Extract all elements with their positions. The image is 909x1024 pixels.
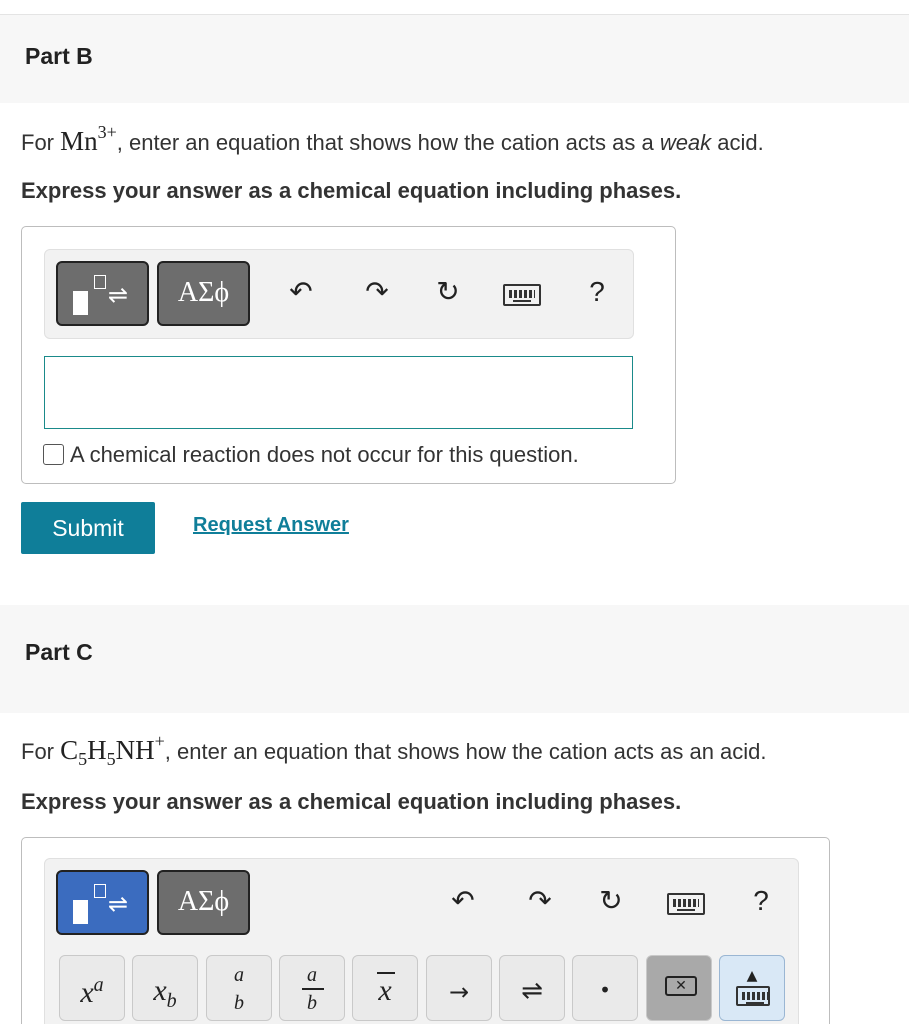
- dot-icon: •: [599, 978, 611, 1002]
- templates-button[interactable]: [56, 870, 149, 935]
- reset-icon[interactable]: ↻: [599, 884, 623, 917]
- equilibrium-glyph: ⇌: [108, 890, 129, 918]
- formula-charge: +: [154, 731, 165, 751]
- undo-icon[interactable]: ↶: [451, 884, 475, 917]
- math-templates-row: [59, 955, 799, 1024]
- keyboard-icon: [736, 986, 770, 1006]
- formula-subscript: 5: [106, 749, 116, 769]
- superscript-exponent: a: [93, 974, 104, 996]
- chevron-up-icon: ▲: [746, 968, 758, 984]
- superscript-glyph: [60, 974, 124, 1010]
- cation-formula: [60, 731, 165, 769]
- answer-input[interactable]: [44, 356, 633, 429]
- redo-icon[interactable]: ↷: [528, 884, 552, 917]
- prompt-emphasis: weak: [659, 130, 712, 155]
- subscript-index: b: [166, 990, 177, 1012]
- greek-symbols-button[interactable]: ΑΣϕ: [157, 261, 250, 326]
- arrow-icon: →: [448, 978, 470, 1006]
- greek-symbols-button[interactable]: ΑΣϕ: [157, 870, 250, 935]
- overbar-button[interactable]: [352, 955, 418, 1021]
- equilibrium-icon: ⇌: [521, 976, 543, 1006]
- fraction-numerator: a: [234, 964, 244, 986]
- keyboard-icon[interactable]: [503, 284, 541, 306]
- part-b-title: Part B: [25, 43, 93, 69]
- reset-icon[interactable]: ↻: [436, 275, 460, 308]
- keyboard-icon[interactable]: [667, 893, 705, 915]
- equation-toolbar: [44, 858, 799, 1024]
- templates-button[interactable]: [56, 261, 149, 326]
- equilibrium-arrow-button[interactable]: [499, 955, 565, 1021]
- part-b-answer-box: [21, 226, 676, 484]
- no-reaction-option[interactable]: [43, 442, 579, 468]
- help-icon[interactable]: ?: [589, 276, 605, 307]
- redo-icon[interactable]: ↷: [365, 275, 389, 308]
- subscript-glyph: [133, 974, 197, 1013]
- part-b-instruction: Express your answer as a chemical equation including phases.: [21, 178, 682, 203]
- submit-button[interactable]: Submit: [21, 502, 155, 554]
- part-c-instruction: Express your answer as a chemical equation including phases.: [21, 789, 682, 814]
- prompt-text: For: [21, 739, 61, 764]
- superscript-button[interactable]: [59, 955, 125, 1021]
- formula-element: NH: [115, 735, 155, 765]
- backspace-button[interactable]: [646, 955, 712, 1021]
- part-c-header[interactable]: [0, 605, 909, 713]
- formula-charge: 3+: [97, 122, 117, 142]
- part-c-answer-box: [21, 837, 830, 1024]
- templates-icon: [73, 900, 88, 924]
- fraction-line: [302, 988, 324, 990]
- request-answer-link[interactable]: Request Answer: [193, 514, 349, 536]
- templates-icon: [73, 291, 88, 315]
- template-box-icon: [94, 884, 106, 898]
- part-b-prompt: [21, 124, 764, 157]
- undo-icon[interactable]: ↶: [289, 275, 313, 308]
- fraction-denominator: b: [234, 992, 244, 1014]
- part-c-title: Part C: [25, 639, 93, 665]
- reaction-arrow-button[interactable]: [426, 955, 492, 1021]
- prompt-text: For: [21, 130, 61, 155]
- prompt-text: acid.: [711, 130, 764, 155]
- formula-element: C: [60, 735, 79, 765]
- equilibrium-glyph: ⇌: [108, 281, 129, 309]
- overbar-variable: x: [378, 974, 392, 1007]
- subscript-base: x: [153, 974, 167, 1007]
- part-b-header[interactable]: [0, 15, 909, 103]
- subscript-button[interactable]: [132, 955, 198, 1021]
- formula-species: Mn: [60, 126, 98, 156]
- no-reaction-checkbox[interactable]: [43, 444, 64, 465]
- cation-formula: [60, 122, 117, 156]
- fraction-button[interactable]: [206, 955, 272, 1021]
- template-box-icon: [94, 275, 106, 289]
- fraction-denominator: b: [307, 992, 317, 1014]
- part-c-prompt: [21, 733, 767, 768]
- backspace-icon: ✕: [665, 976, 697, 996]
- equation-toolbar: [44, 249, 634, 339]
- formula-element: H: [87, 735, 107, 765]
- dot-button[interactable]: [572, 955, 638, 1021]
- help-icon[interactable]: ?: [753, 885, 769, 916]
- superscript-base: x: [80, 976, 94, 1009]
- fraction-bar-button[interactable]: [279, 955, 345, 1021]
- no-reaction-label: A chemical reaction does not occur for this question.: [70, 442, 579, 467]
- formula-subscript: 5: [78, 749, 88, 769]
- prompt-text: , enter an equation that shows how the cation acts as an acid.: [164, 739, 767, 764]
- prompt-text: , enter an equation that shows how the cation acts as a: [116, 130, 660, 155]
- fraction-numerator: a: [307, 964, 317, 986]
- toggle-keyboard-button[interactable]: [719, 955, 785, 1021]
